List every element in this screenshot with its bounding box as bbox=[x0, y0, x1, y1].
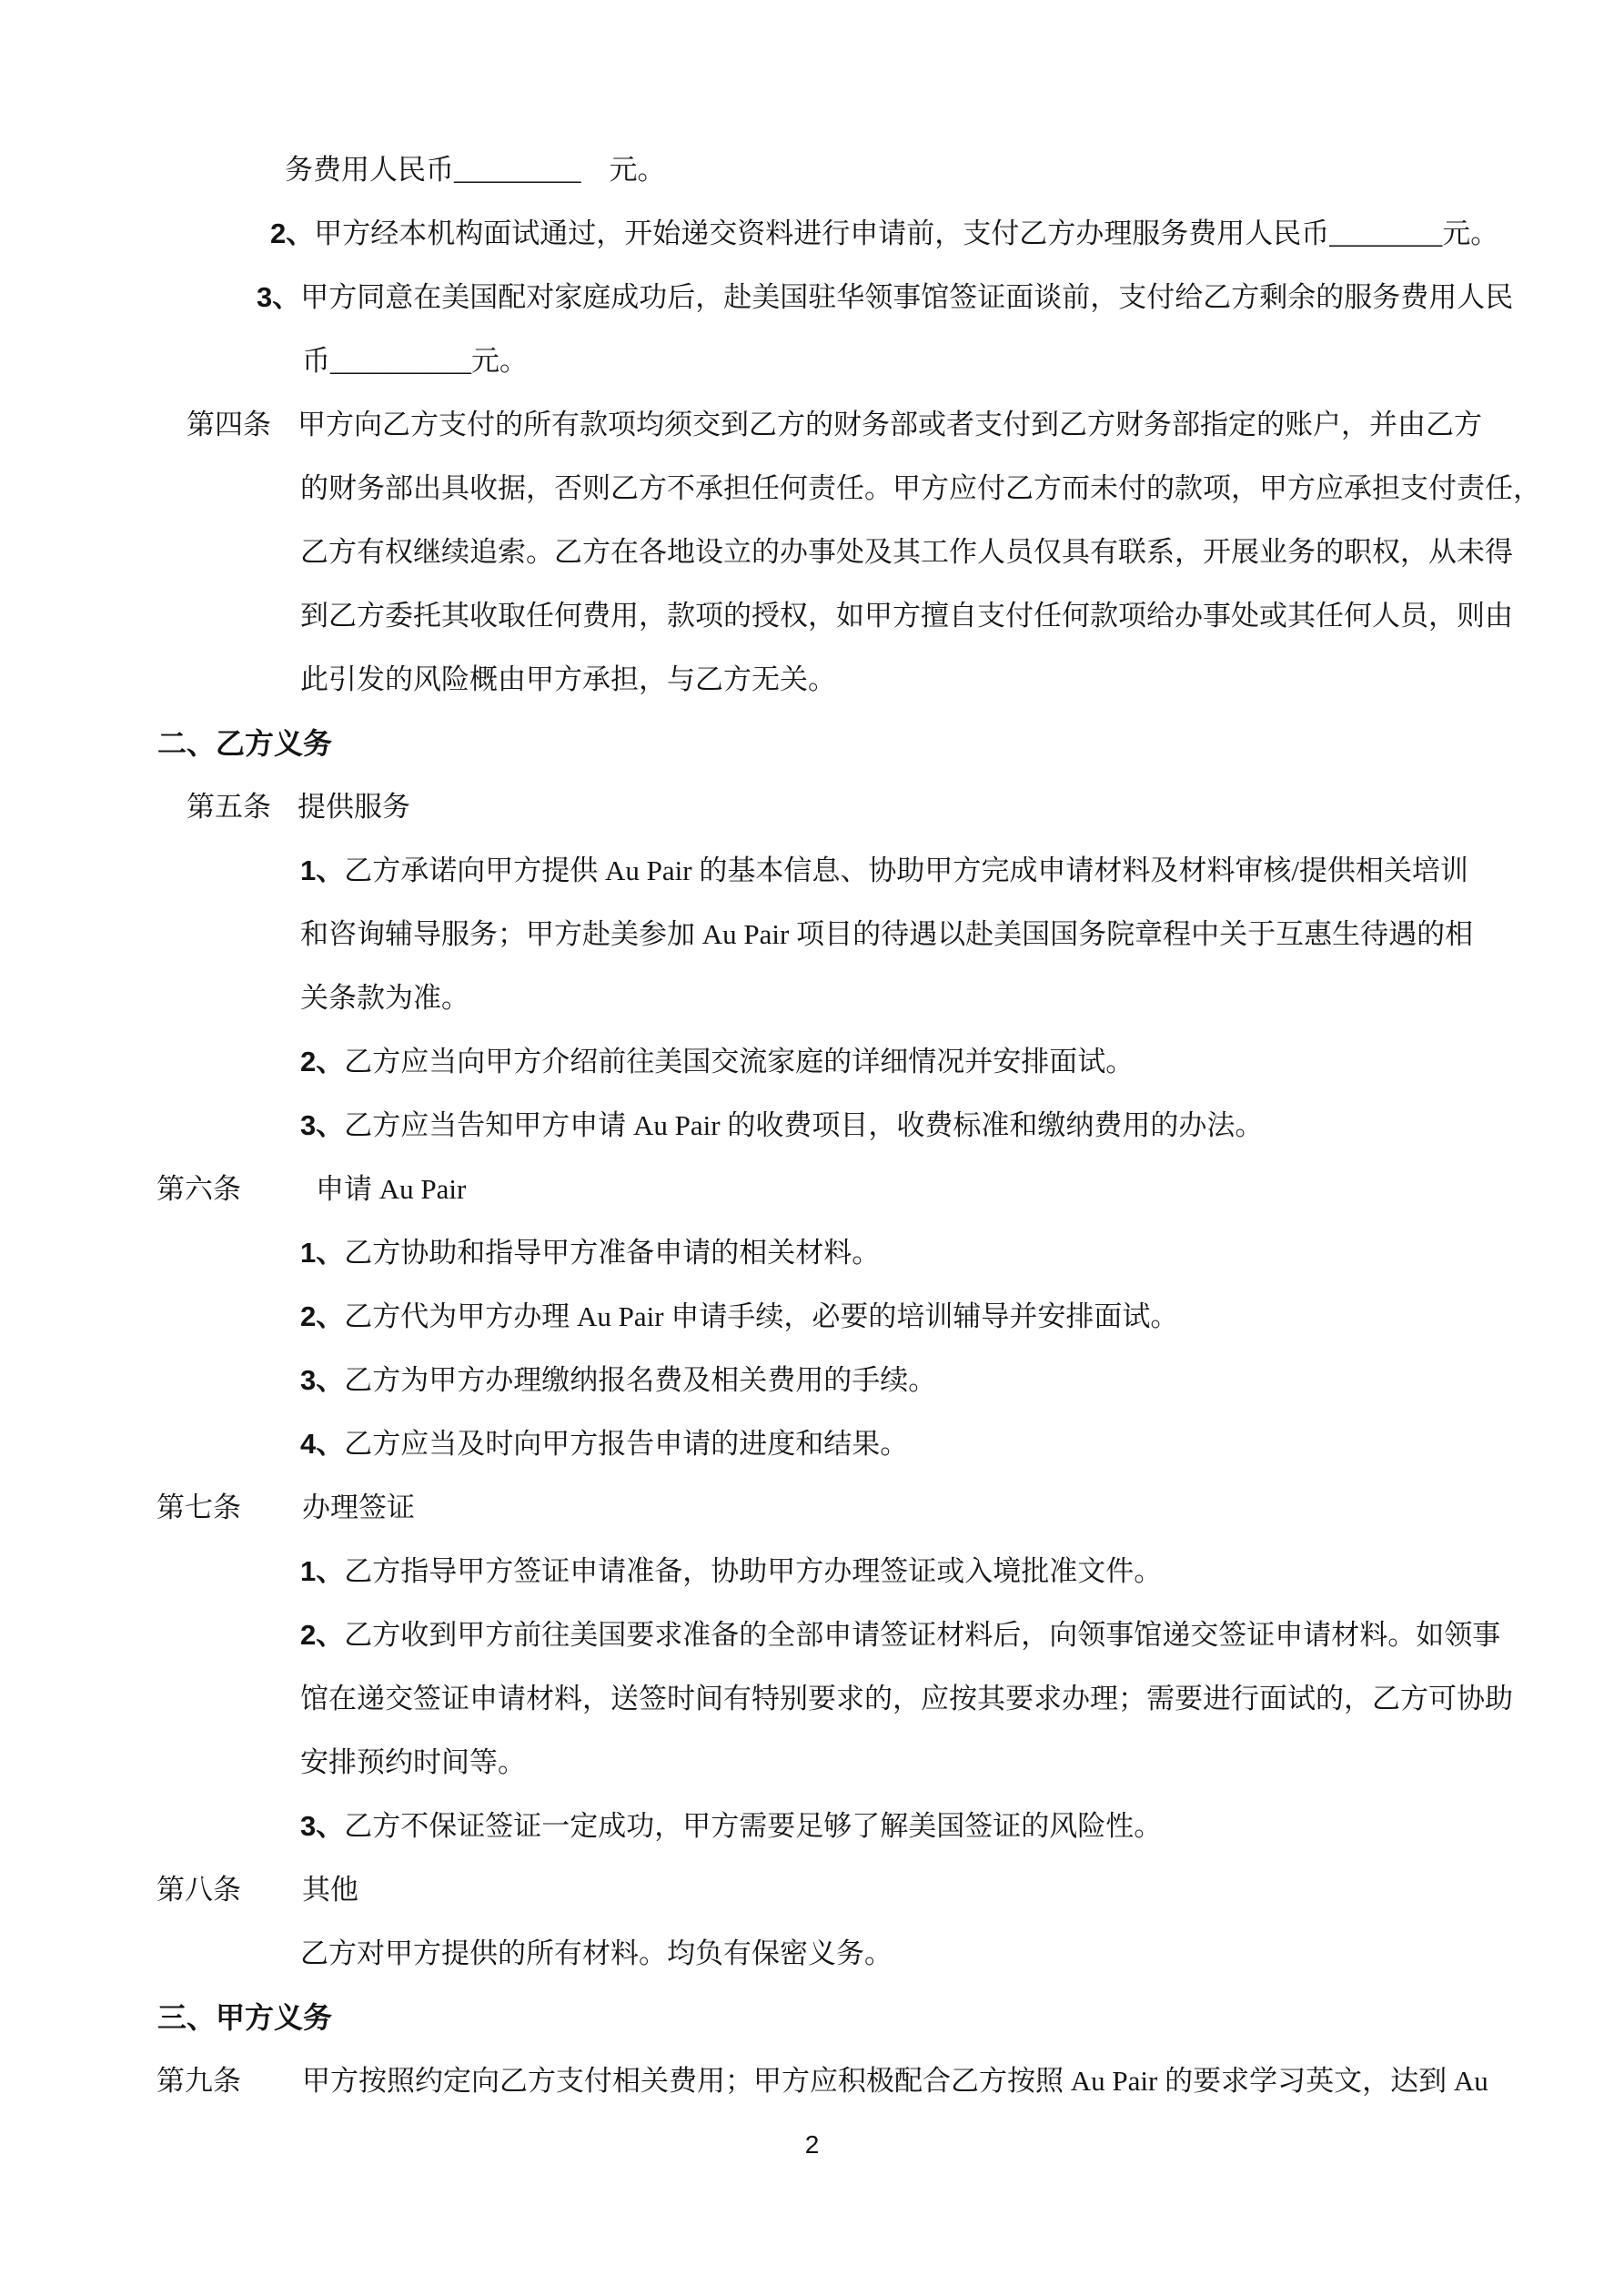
payment-item-3-continuation bbox=[0, 329, 1624, 393]
line-text: 乙方应当向甲方介绍前往美国交流家庭的详细情况并安排面试。 bbox=[344, 1046, 1135, 1077]
article-4-continuation bbox=[0, 457, 1624, 521]
article-6-item-1 bbox=[0, 1221, 1624, 1285]
article-5-item-2 bbox=[0, 1030, 1624, 1094]
article-8-body bbox=[0, 1922, 1624, 1986]
payment-item-1-continuation bbox=[0, 138, 1624, 202]
item-number: 2、 bbox=[270, 217, 315, 249]
line-text: 乙方收到甲方前往美国要求准备的全部申请签证材料后，向领事馆递交签证申请材料。如领事 bbox=[344, 1619, 1501, 1651]
line-text: 到乙方委托其收取任何费用，款项的授权，如甲方擅自支付任何款项给办事处或其任何人员，则由 bbox=[300, 600, 1513, 632]
line-text: 甲方同意在美国配对家庭成功后，赴美国驻华领事馆签证面谈前，支付给乙方剩余的服务费用人民 bbox=[300, 281, 1514, 313]
article-7-item-1 bbox=[0, 1540, 1624, 1603]
article-7-item-2 bbox=[0, 1603, 1624, 1667]
article-8-label: 第八条 bbox=[156, 1874, 241, 1906]
line-text: 乙方代为甲方办理 Au Pair 申请手续，必要的培训辅导并安排面试。 bbox=[344, 1300, 1179, 1332]
article-5-item-1 bbox=[0, 839, 1624, 903]
article-5-label: 第五条 bbox=[187, 791, 271, 823]
article-8-title: 其他 bbox=[302, 1874, 358, 1906]
line-text: 的财务部出具收据，否则乙方不承担任何责任。甲方应付乙方而未付的款项，甲方应承担支付责任， bbox=[300, 472, 1541, 504]
payment-item-2 bbox=[0, 202, 1624, 266]
article-4-continuation bbox=[0, 648, 1624, 712]
item-number: 3、 bbox=[300, 1109, 345, 1141]
article-4 bbox=[0, 393, 1624, 457]
article-7-label: 第七条 bbox=[156, 1492, 241, 1523]
heading-text: 三、甲方义务 bbox=[157, 2001, 333, 2034]
article-7-item-3 bbox=[0, 1795, 1624, 1858]
line-text: 安排预约时间等。 bbox=[300, 1746, 526, 1778]
article-5-item-1-continuation bbox=[0, 903, 1624, 966]
item-number: 2、 bbox=[300, 1619, 345, 1651]
line-text: 乙方应当告知甲方申请 Au Pair 的收费项目，收费标准和缴纳费用的办法。 bbox=[344, 1109, 1264, 1141]
line-text: 务费用人民币_________ 元。 bbox=[285, 154, 666, 186]
item-number: 4、 bbox=[300, 1428, 345, 1460]
line-text: 甲方向乙方支付的所有款项均须交到乙方的财务部或者支付到乙方财务部指定的账户，并由乙方 bbox=[298, 409, 1482, 440]
item-number: 1、 bbox=[300, 1237, 345, 1269]
line-text: 乙方对甲方提供的所有材料。均负有保密义务。 bbox=[300, 1937, 893, 1969]
article-5-item-3 bbox=[0, 1094, 1624, 1158]
payment-item-3 bbox=[0, 266, 1624, 329]
article-6-item-4 bbox=[0, 1412, 1624, 1476]
article-5-item-1-continuation bbox=[0, 966, 1624, 1030]
article-4-continuation bbox=[0, 584, 1624, 648]
line-text: 乙方不保证签证一定成功，甲方需要足够了解美国签证的风险性。 bbox=[344, 1810, 1163, 1842]
line-text: 乙方应当及时向甲方报告申请的进度和结果。 bbox=[344, 1428, 909, 1460]
article-6-label: 第六条 bbox=[156, 1173, 241, 1205]
line-text: 甲方经本机构面试通过，开始递交资料进行申请前，支付乙方办理服务费用人民币________元。 bbox=[314, 217, 1499, 249]
article-6 bbox=[0, 1158, 1624, 1221]
line-text: 关条款为准。 bbox=[300, 982, 469, 1014]
item-number: 2、 bbox=[300, 1046, 345, 1077]
item-number: 1、 bbox=[300, 1555, 345, 1587]
article-7-item-2-continuation bbox=[0, 1731, 1624, 1795]
line-text: 币__________元。 bbox=[302, 345, 528, 377]
article-9-label: 第九条 bbox=[156, 2065, 241, 2097]
line-text: 馆在递交签证申请材料，送签时间有特别要求的，应按其要求办理；需要进行面试的，乙方可协助 bbox=[300, 1683, 1513, 1714]
line-text: 和咨询辅导服务；甲方赴美参加 Au Pair 项目的待遇以赴美国国务院章程中关于互惠生待遇的相 bbox=[300, 918, 1474, 950]
article-6-item-2 bbox=[0, 1285, 1624, 1349]
section-heading-party-b-obligations bbox=[0, 712, 1624, 775]
item-number: 3、 bbox=[300, 1364, 345, 1396]
article-6-title: 申请 Au Pair bbox=[316, 1173, 467, 1205]
heading-text: 二、乙方义务 bbox=[157, 727, 333, 760]
item-number: 2、 bbox=[300, 1300, 345, 1332]
article-4-label: 第四条 bbox=[187, 409, 271, 440]
line-text: 甲方按照约定向乙方支付相关费用；甲方应积极配合乙方按照 Au Pair 的要求学习英文，达到 Au bbox=[302, 2065, 1488, 2097]
article-7 bbox=[0, 1476, 1624, 1540]
article-7-title: 办理签证 bbox=[302, 1492, 415, 1523]
line-text: 乙方协助和指导甲方准备申请的相关材料。 bbox=[344, 1237, 881, 1269]
line-text: 乙方有权继续追索。乙方在各地设立的办事处及其工作人员仅具有联系，开展业务的职权，从未得 bbox=[300, 536, 1513, 568]
item-number: 1、 bbox=[300, 855, 345, 886]
line-text: 乙方指导甲方签证申请准备，协助甲方办理签证或入境批准文件。 bbox=[344, 1555, 1163, 1587]
page-number: 2 bbox=[804, 2130, 820, 2159]
item-number: 3、 bbox=[257, 281, 301, 313]
article-7-item-2-continuation bbox=[0, 1667, 1624, 1731]
line-text: 乙方为甲方办理缴纳报名费及相关费用的手续。 bbox=[344, 1364, 937, 1396]
line-text: 乙方承诺向甲方提供 Au Pair 的基本信息、协助甲方完成申请材料及材料审核/提供相关培训 bbox=[344, 855, 1468, 886]
article-4-continuation bbox=[0, 521, 1624, 584]
article-6-item-3 bbox=[0, 1349, 1624, 1412]
article-9 bbox=[0, 2049, 1624, 2113]
article-5-title: 提供服务 bbox=[298, 791, 410, 823]
line-text: 此引发的风险概由甲方承担，与乙方无关。 bbox=[300, 663, 836, 695]
item-number: 3、 bbox=[300, 1810, 345, 1842]
article-5 bbox=[0, 775, 1624, 839]
section-heading-party-a-obligations bbox=[0, 1986, 1624, 2049]
article-8 bbox=[0, 1858, 1624, 1922]
